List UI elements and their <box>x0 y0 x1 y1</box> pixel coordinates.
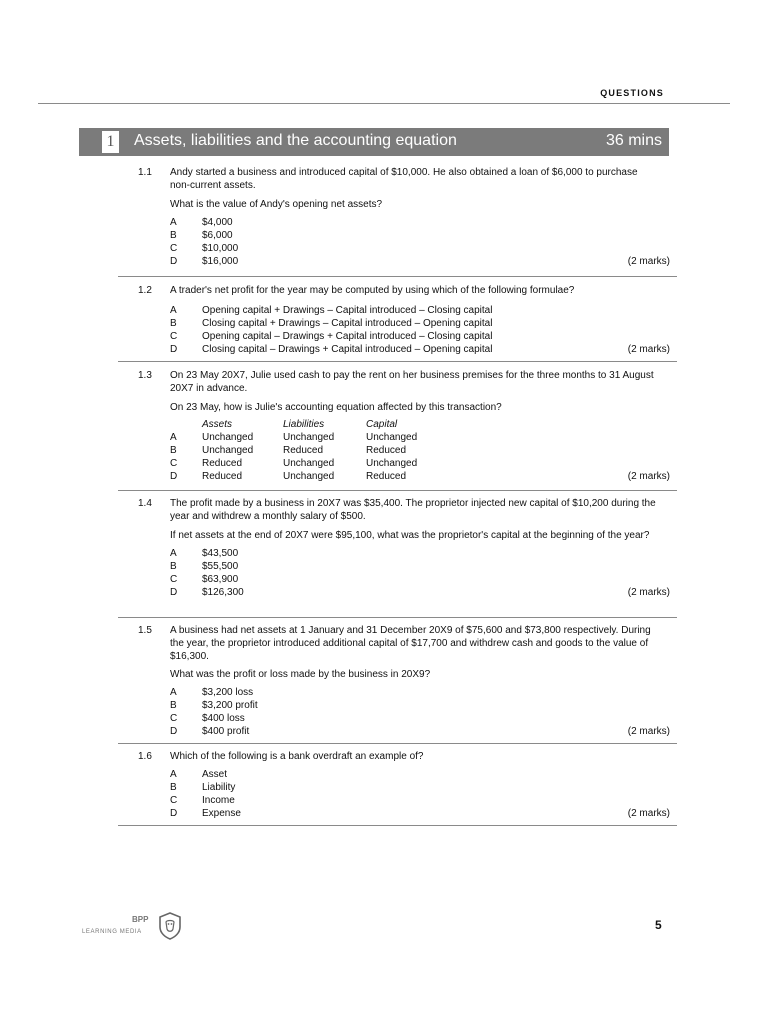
option-letter: B <box>170 561 177 572</box>
option-b[interactable] <box>170 229 656 242</box>
table-cell: Unchanged <box>283 432 335 443</box>
option-letter: C <box>170 713 178 724</box>
question-number: 1.2 <box>138 285 152 296</box>
option-letter: A <box>170 687 177 698</box>
option-letter: B <box>170 230 177 241</box>
chapter-banner <box>79 128 669 156</box>
chapter-time: 36 mins <box>605 132 662 149</box>
option-text: Income <box>202 795 235 806</box>
option-d[interactable] <box>170 470 670 483</box>
option-c[interactable] <box>170 242 656 255</box>
option-letter: C <box>170 458 178 469</box>
option-a[interactable] <box>170 304 656 317</box>
option-text: $400 loss <box>202 713 245 724</box>
option-text: $43,500 <box>202 548 239 559</box>
marks-label: (2 marks) <box>627 344 670 355</box>
option-letter: D <box>170 256 178 267</box>
option-letter: C <box>170 331 178 342</box>
option-d[interactable] <box>170 586 670 599</box>
question-divider <box>118 276 677 277</box>
option-text: Opening capital + Drawings – Capital introduced – Closing capital <box>202 305 493 316</box>
question-prompt: Which of the following is a bank overdraft an example of? <box>170 751 424 762</box>
column-header-liabilities: Liabilities <box>283 419 325 430</box>
option-letter: A <box>170 769 177 780</box>
question-divider <box>118 825 677 826</box>
running-head: QUESTIONS <box>600 88 664 98</box>
option-letter: D <box>170 344 178 355</box>
table-cell: Reduced <box>202 458 243 469</box>
table-cell: Unchanged <box>202 432 254 443</box>
option-letter: A <box>170 217 177 228</box>
option-text: $126,300 <box>202 587 244 598</box>
option-b[interactable] <box>170 444 656 457</box>
option-c[interactable] <box>170 712 656 725</box>
lion-icon <box>158 912 182 940</box>
table-cell: Unchanged <box>202 445 254 456</box>
option-d[interactable] <box>170 255 670 268</box>
option-c[interactable] <box>170 457 656 470</box>
option-text: $55,500 <box>202 561 239 572</box>
table-cell: Unchanged <box>283 458 335 469</box>
question-divider <box>118 490 677 491</box>
marks-label: (2 marks) <box>627 808 670 819</box>
marks-label: (2 marks) <box>627 471 670 482</box>
question-text: A business had net assets at 1 January and 31 December 20X9 of $75,600 and $73,800 respectively. During the year, the proprietor introduced additional capital of $17,700 and withdrew cash and goods to the value of $16,300. <box>170 625 651 662</box>
table-cell: Reduced <box>366 445 407 456</box>
option-letter: D <box>170 726 178 737</box>
option-text: $6,000 <box>202 230 233 241</box>
option-b[interactable] <box>170 317 656 330</box>
option-letter: C <box>170 574 178 585</box>
option-a[interactable] <box>170 686 656 699</box>
table-cell: Unchanged <box>366 432 418 443</box>
table-cell: Unchanged <box>366 458 418 469</box>
chapter-number: 1 <box>102 131 119 153</box>
option-c[interactable] <box>170 330 656 343</box>
option-letter: B <box>170 318 177 329</box>
option-text: $4,000 <box>202 217 233 228</box>
option-letter: A <box>170 548 177 559</box>
question-number: 1.1 <box>138 167 152 178</box>
question-number: 1.3 <box>138 370 152 381</box>
option-letter: C <box>170 243 178 254</box>
header-divider <box>38 103 730 104</box>
option-text: Opening capital – Drawings + Capital introduced – Closing capital <box>202 331 493 342</box>
option-a[interactable] <box>170 216 656 229</box>
option-b[interactable] <box>170 781 656 794</box>
option-letter: B <box>170 700 177 711</box>
option-letter: D <box>170 808 178 819</box>
option-text: $3,200 profit <box>202 700 258 711</box>
table-cell: Reduced <box>366 471 407 482</box>
question-number: 1.5 <box>138 625 152 636</box>
table-cell: Unchanged <box>283 471 335 482</box>
option-text: Closing capital – Drawings + Capital introduced – Opening capital <box>202 344 493 355</box>
chapter-title: Assets, liabilities and the accounting equation <box>134 132 457 149</box>
question-prompt: If net assets at the end of 20X7 were $95,100, what was the proprietor's capital at the beginning of the year? <box>170 530 650 541</box>
option-letter: B <box>170 445 177 456</box>
option-letter: A <box>170 305 177 316</box>
option-text: Asset <box>202 769 228 780</box>
option-a[interactable] <box>170 431 656 444</box>
option-text: $16,000 <box>202 256 239 267</box>
question-text: Andy started a business and introduced capital of $10,000. He also obtained a loan of $6,000 to purchase non-current assets. <box>170 167 638 191</box>
option-d[interactable] <box>170 343 670 356</box>
question-prompt: On 23 May, how is Julie's accounting equation affected by this transaction? <box>170 402 502 413</box>
option-text: $10,000 <box>202 243 239 254</box>
question-prompt: What is the value of Andy's opening net assets? <box>170 199 383 210</box>
option-letter: D <box>170 587 178 598</box>
option-a[interactable] <box>170 547 656 560</box>
question-text: On 23 May 20X7, Julie used cash to pay the rent on her business premises for the three months to 31 August 20X7 in advance. <box>170 370 654 394</box>
question-divider <box>118 743 677 744</box>
marks-label: (2 marks) <box>627 256 670 267</box>
option-text: Liability <box>202 782 236 793</box>
question-number: 1.4 <box>138 498 152 509</box>
option-text: $3,200 loss <box>202 687 254 698</box>
table-cell: Reduced <box>202 471 243 482</box>
option-b[interactable] <box>170 560 656 573</box>
option-a[interactable] <box>170 768 656 781</box>
option-letter: D <box>170 471 178 482</box>
marks-label: (2 marks) <box>627 587 670 598</box>
column-header-assets: Assets <box>202 419 233 430</box>
option-letter: B <box>170 782 177 793</box>
option-text: $63,900 <box>202 574 239 585</box>
logo-subtext: LEARNING MEDIA <box>82 929 142 935</box>
option-text: Expense <box>202 808 241 819</box>
bpp-logo <box>82 912 192 942</box>
question-divider <box>118 361 677 362</box>
question-prompt: A trader's net profit for the year may be computed by using which of the following formulae? <box>170 285 575 296</box>
page-number: 5 <box>655 918 662 932</box>
option-d[interactable] <box>170 725 670 738</box>
question-number: 1.6 <box>138 751 152 762</box>
column-header-capital: Capital <box>366 419 398 430</box>
table-cell: Reduced <box>283 445 324 456</box>
option-d[interactable] <box>170 807 670 820</box>
option-c[interactable] <box>170 573 656 586</box>
option-letter: A <box>170 432 177 443</box>
option-c[interactable] <box>170 794 656 807</box>
option-b[interactable] <box>170 699 656 712</box>
question-prompt: What was the profit or loss made by the business in 20X9? <box>170 669 431 680</box>
question-divider <box>118 617 677 618</box>
logo-text: BPP <box>132 915 149 924</box>
option-text: $400 profit <box>202 726 250 737</box>
table-header <box>170 418 656 431</box>
option-letter: C <box>170 795 178 806</box>
question-text: The profit made by a business in 20X7 was $35,400. The proprietor injected new capital of $10,200 during the year and withdrew a monthly salary of $500. <box>170 498 656 522</box>
marks-label: (2 marks) <box>627 726 670 737</box>
option-text: Closing capital + Drawings – Capital introduced – Opening capital <box>202 318 493 329</box>
